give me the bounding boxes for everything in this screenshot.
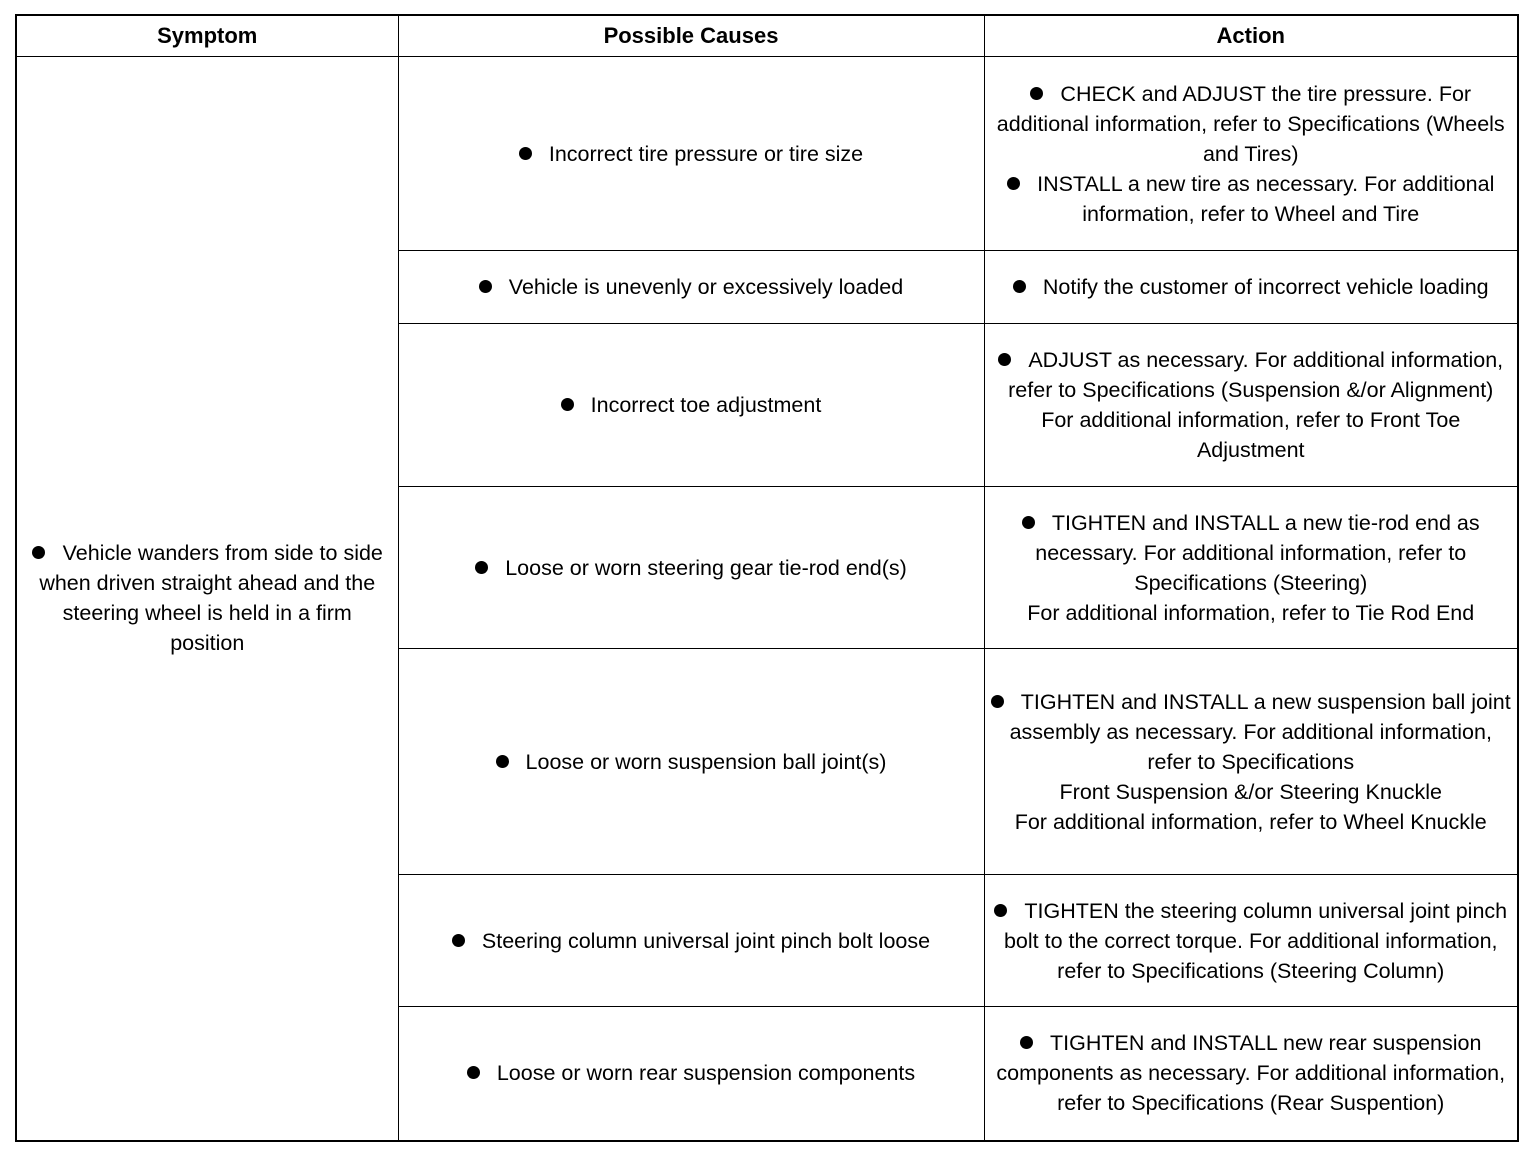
bullet-icon <box>32 546 45 559</box>
action-line <box>991 687 1512 777</box>
action-text: For additional information, refer to Wheel Knuckle <box>1014 809 1487 834</box>
bullet-icon <box>475 561 488 574</box>
cause-cell <box>398 649 984 875</box>
cause-cell <box>398 324 984 487</box>
action-line <box>991 807 1512 837</box>
symptom-text: Vehicle wanders from side to side when driven straight ahead and the steering wheel is held in a firm position <box>39 541 383 656</box>
bullet-icon <box>467 1066 480 1079</box>
cause-text: Incorrect toe adjustment <box>590 393 822 417</box>
cause-text: Loose or worn steering gear tie-rod end(s) <box>505 555 907 580</box>
cause-cell <box>398 57 984 251</box>
action-cell <box>984 649 1518 875</box>
action-line <box>991 79 1512 169</box>
action-cell <box>984 251 1518 324</box>
cause-cell <box>398 875 984 1007</box>
action-text: TIGHTEN and INSTALL new rear suspension components as necessary. For additional information, refer to Specifications (Rear Suspention) <box>996 1031 1506 1116</box>
cause-cell <box>398 487 984 649</box>
action-text: TIGHTEN and INSTALL a new tie-rod end as necessary. For additional information, refer to Specifications (Steering) <box>1035 510 1480 595</box>
table-body <box>16 57 1518 1141</box>
symptom-cell <box>16 57 398 1141</box>
diagnosis-table <box>15 14 1519 1142</box>
action-line <box>991 508 1512 598</box>
action-text: Notify the customer of incorrect vehicle loading <box>1042 275 1489 299</box>
header-action: Action <box>984 15 1518 57</box>
action-text: Front Suspension &/or Steering Knuckle <box>1059 779 1442 804</box>
action-cell <box>984 875 1518 1007</box>
bullet-icon <box>452 934 465 947</box>
action-line <box>991 272 1512 302</box>
action-line <box>991 777 1512 807</box>
action-text: INSTALL a new tire as necessary. For additional information, refer to Wheel and Tire <box>1037 171 1495 226</box>
cause-cell <box>398 251 984 324</box>
action-text: For additional information, refer to Tie Rod End <box>1027 600 1475 625</box>
action-cell <box>984 1007 1518 1141</box>
bullet-icon <box>479 280 492 293</box>
bullet-icon <box>994 904 1007 917</box>
bullet-icon <box>1020 1036 1033 1049</box>
action-text: For additional information, refer to Front Toe Adjustment <box>1041 408 1461 462</box>
cause-text: Loose or worn rear suspension components <box>496 1061 916 1086</box>
bullet-icon <box>1013 280 1026 293</box>
bullet-icon <box>1007 177 1020 190</box>
table-row <box>16 57 1518 251</box>
bullet-icon <box>561 398 574 411</box>
action-cell <box>984 324 1518 487</box>
action-line <box>991 345 1512 405</box>
action-text: ADJUST as necessary. For additional information, refer to Specifications (Suspension &/or Alignment) <box>1008 348 1504 402</box>
action-line <box>991 598 1512 628</box>
header-symptom: Symptom <box>16 15 398 57</box>
cause-text: Incorrect tire pressure or tire size <box>548 141 864 166</box>
header-possible-causes: Possible Causes <box>398 15 984 57</box>
action-line <box>991 1028 1512 1118</box>
action-cell <box>984 57 1518 251</box>
bullet-icon <box>1030 87 1043 100</box>
bullet-icon <box>998 353 1011 366</box>
action-line <box>991 405 1512 465</box>
action-text: TIGHTEN the steering column universal joint pinch bolt to the correct torque. For additional information, refer to Specifications (Steering Column) <box>1003 898 1508 983</box>
action-line <box>991 896 1512 986</box>
action-cell <box>984 487 1518 649</box>
header-row <box>16 15 1518 57</box>
diagnosis-table-sheet <box>15 14 1517 1140</box>
cause-text: Vehicle is unevenly or excessively loaded <box>508 275 904 299</box>
action-text: TIGHTEN and INSTALL a new suspension ball joint assembly as necessary. For additional information, refer to Specifications <box>1009 689 1511 774</box>
bullet-icon <box>496 755 509 768</box>
action-line <box>991 169 1512 229</box>
cause-cell <box>398 1007 984 1141</box>
action-text: CHECK and ADJUST the tire pressure. For additional information, refer to Specifications (Wheels and Tires) <box>996 81 1505 166</box>
bullet-icon <box>1022 516 1035 529</box>
bullet-icon <box>991 695 1004 708</box>
bullet-icon <box>519 147 532 160</box>
cause-text: Loose or worn suspension ball joint(s) <box>525 749 887 774</box>
cause-text: Steering column universal joint pinch bolt loose <box>481 928 931 953</box>
